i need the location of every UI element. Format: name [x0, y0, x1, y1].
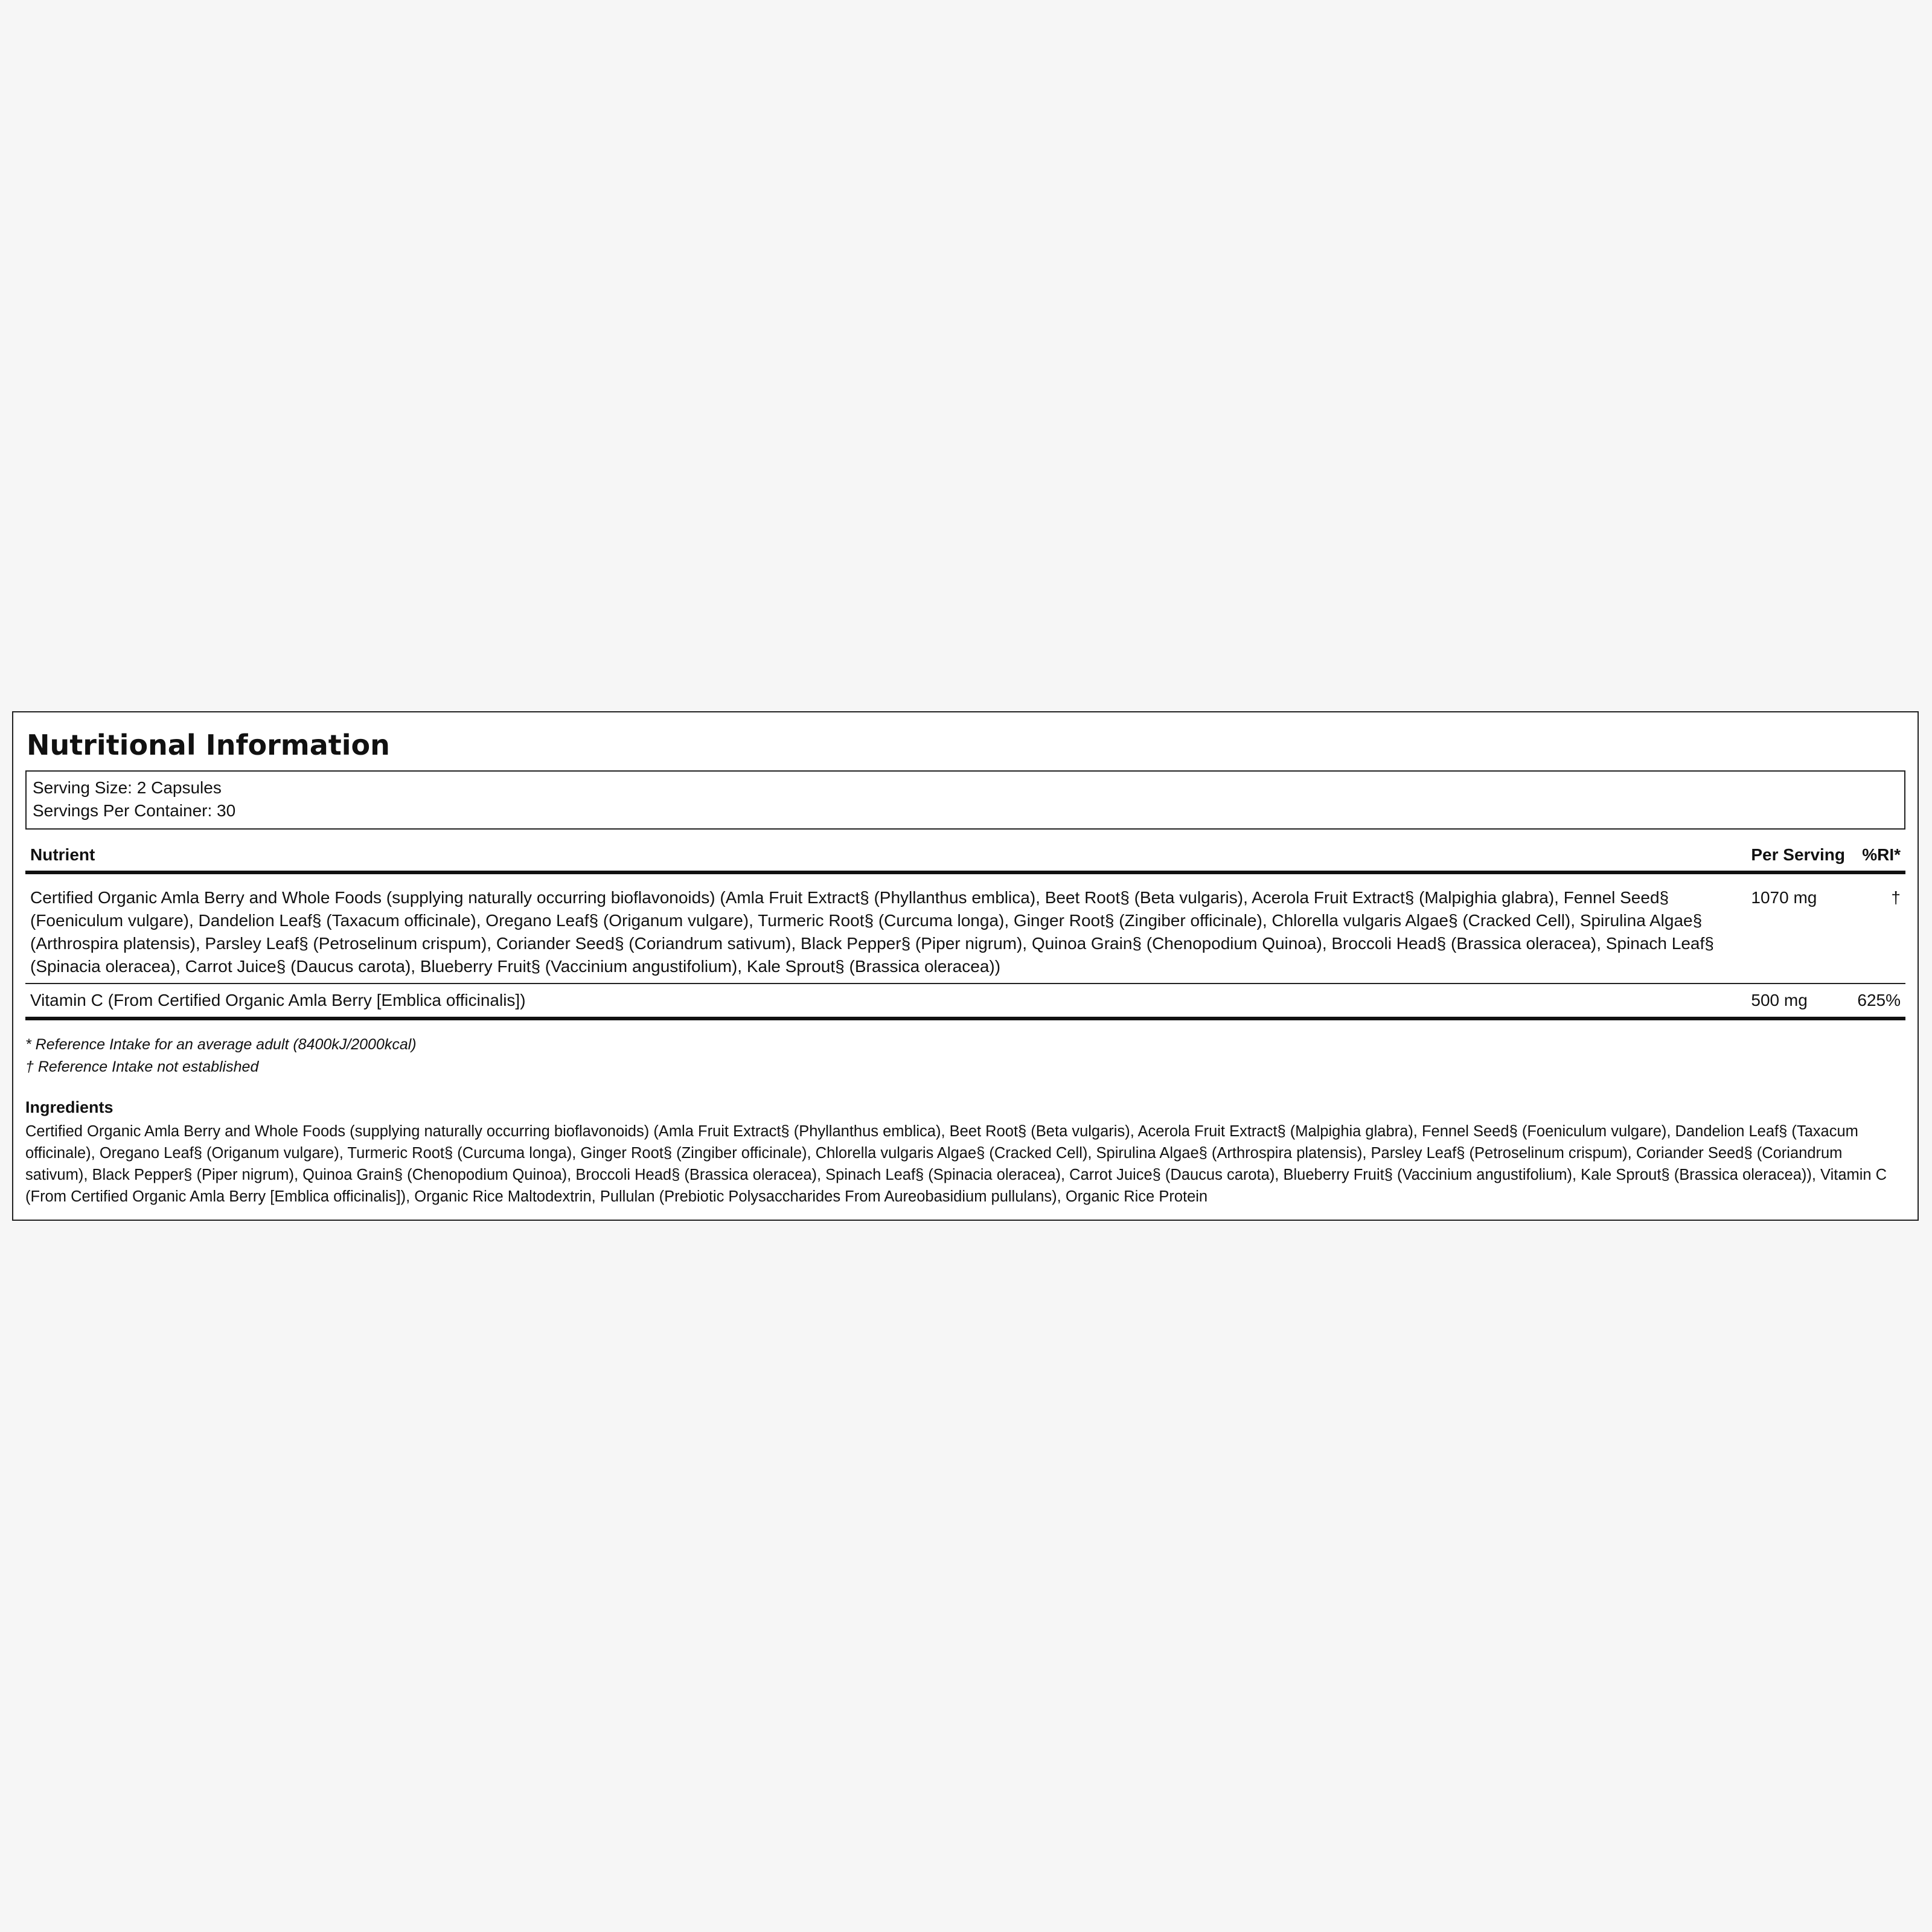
- nutrition-label: [12, 711, 1919, 1221]
- servings-per-container: Servings Per Container: 30: [33, 801, 236, 820]
- nutrient-name: Vitamin C (From Certified Organic Amla Berry [Emblica officinalis]): [25, 984, 1746, 1019]
- label-title: Nutritional Information: [27, 729, 390, 761]
- table-row: [25, 984, 1905, 1019]
- nutrient-ri: †: [1852, 872, 1905, 984]
- table-header-row: [25, 843, 1905, 872]
- table-row: [25, 872, 1905, 984]
- serving-size: Serving Size: 2 Capsules: [33, 778, 222, 797]
- ingredients-text: Certified Organic Amla Berry and Whole Foods (supplying naturally occurring bioflavonoids) (Amla Fruit Extract§ (Phyllanthus emblica), Beet Root§ (Beta vulgaris), Acerola Fruit Extract§ (Malpighia glabra), Fennel Seed§ (Foeniculum vulgare), Dandelion Leaf§ (Taxacum officinale), Oregano Leaf§ (Origanum vulgare), Turmeric Root§ (Curcuma longa), Ginger Root§ (Zingiber officinale), Chlorella vulgaris Algae§ (Cracked Cell), Spirulina Algae§ (Arthrospira platensis), Parsley Leaf§ (Petroselinum crispum), Coriander Seed§ (Coriandrum sativum), Black Pepper§ (Piper nigrum), Quinoa Grain§ (Chenopodium Quinoa), Broccoli Head§ (Brassica oleracea), Spinach Leaf§ (Spinacia oleracea), Carrot Juice§ (Daucus carota), Blueberry Fruit§ (Vaccinium angustifolium), Kale Sprout§ (Brassica oleracea)), Vitamin C (From Certified Organic Amla Berry [Emblica officinalis]), Organic Rice Maltodextrin, Pullulan (Prebiotic Polysaccharides From Aureobasidium pullulans), Organic Rice Protein: [25, 1123, 1887, 1205]
- nutrient-name: Certified Organic Amla Berry and Whole Foods (supplying naturally occurring bioflavonoids) (Amla Fruit Extract§ (Phyllanthus emblica), Beet Root§ (Beta vulgaris), Acerola Fruit Extract§ (Malpighia glabra), Fennel Seed§ (Foeniculum vulgare), Dandelion Leaf§ (Taxacum officinale), Oregano Leaf§ (Origanum vulgare), Turmeric Root§ (Curcuma longa), Ginger Root§ (Zingiber officinale), Chlorella vulgaris Algae§ (Cracked Cell), Spirulina Algae§ (Arthrospira platensis), Parsley Leaf§ (Petroselinum crispum), Coriander Seed§ (Coriandrum sativum), Black Pepper§ (Piper nigrum), Quinoa Grain§ (Chenopodium Quinoa), Broccoli Head§ (Brassica oleracea), Spinach Leaf§ (Spinacia oleracea), Carrot Juice§ (Daucus carota), Blueberry Fruit§ (Vaccinium angustifolium), Kale Sprout§ (Brassica oleracea)): [25, 872, 1746, 984]
- footnotes: [25, 1034, 1905, 1078]
- nutrient-amount: 1070 mg: [1746, 872, 1852, 984]
- ingredients-heading: Ingredients: [25, 1098, 114, 1116]
- header-per-serving: Per Serving: [1746, 843, 1852, 872]
- nutrient-amount: 500 mg: [1746, 984, 1852, 1019]
- header-ri: %RI*: [1852, 843, 1905, 872]
- footnote-reference-intake: * Reference Intake for an average adult (8400kJ/2000kcal): [25, 1036, 417, 1053]
- nutrient-table: [25, 843, 1905, 1020]
- header-nutrient: Nutrient: [25, 843, 1746, 872]
- serving-info-box: [25, 770, 1905, 830]
- footnote-not-established: † Reference Intake not established: [25, 1058, 259, 1075]
- nutrient-ri: 625%: [1852, 984, 1905, 1019]
